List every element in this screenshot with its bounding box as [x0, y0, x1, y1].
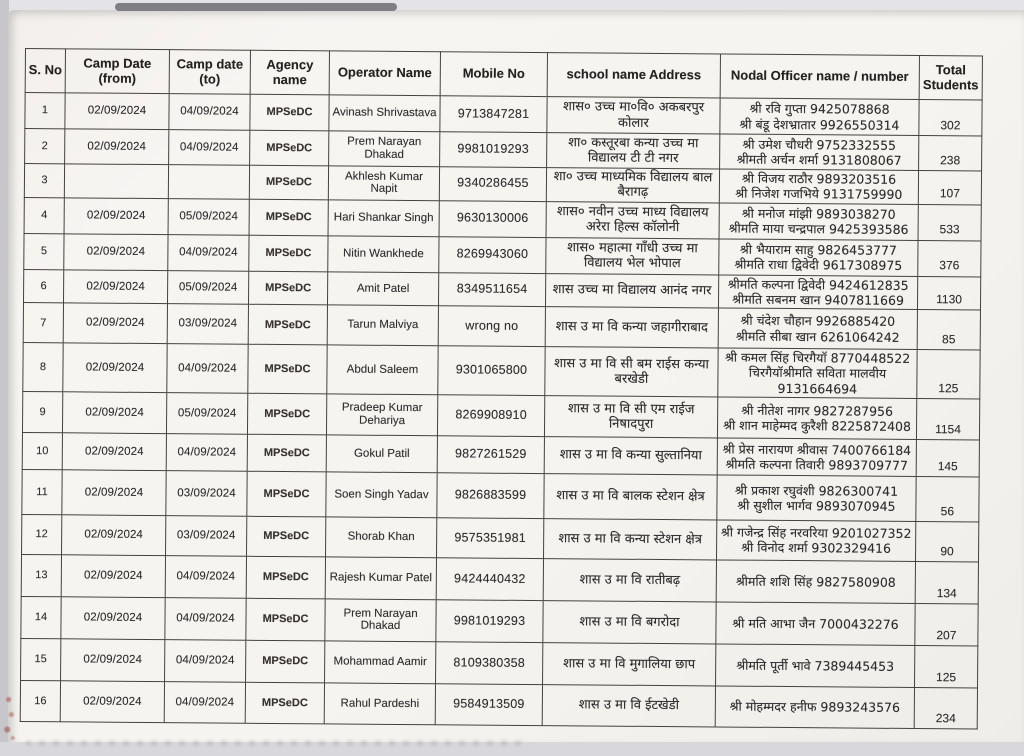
cell-operator-name: Pradeep Kumar Dehariya — [326, 394, 437, 436]
cell-operator-name: Hari Shankar Singh — [328, 200, 439, 237]
cell-camp-date-to: 04/09/2024 — [167, 344, 248, 393]
cell-operator-name: Prem Narayan Dhakad — [325, 599, 436, 642]
cell-camp-date-from — [64, 164, 168, 198]
cell-operator-name: Rahul Pardeshi — [324, 683, 435, 725]
cell-total-students: 134 — [915, 561, 978, 603]
cell-camp-date-to: 03/09/2024 — [166, 471, 247, 517]
cell-camp-date-from: 02/09/2024 — [65, 129, 169, 165]
column-header: Nodal Officer name / number — [720, 54, 919, 100]
cell-serial-number: 16 — [20, 680, 60, 721]
cell-mobile-no: 8269943060 — [439, 236, 546, 273]
cell-camp-date-from: 02/09/2024 — [62, 433, 166, 471]
cell-camp-date-from: 02/09/2024 — [61, 639, 165, 682]
cell-camp-date-to: 03/09/2024 — [167, 304, 248, 345]
cell-agency-name: MPSeDC — [248, 344, 327, 393]
cell-camp-date-to: 05/09/2024 — [166, 393, 247, 435]
cell-camp-date-to: 03/09/2024 — [166, 516, 247, 557]
nodal-officer-line: श्री प्रकाश रघुवंशी 9826300741 — [734, 482, 899, 499]
cell-school-name-address: शास० महात्मा गाँधी उच्च मा विद्यालय भेल भोपाल — [546, 237, 719, 274]
cell-total-students: 207 — [915, 603, 978, 645]
table-row — [23, 343, 980, 399]
cell-serial-number: 14 — [21, 596, 61, 638]
cell-camp-date-to: 05/09/2024 — [168, 198, 249, 235]
nodal-officer-line: श्री मोहम्मदर हनीफ 9893243576 — [729, 698, 901, 716]
cell-camp-date-to: 04/09/2024 — [169, 130, 250, 166]
cell-total-students: 125 — [915, 645, 978, 687]
cell-agency-name: MPSeDC — [247, 434, 326, 472]
cell-camp-date-from: 02/09/2024 — [60, 681, 164, 723]
cell-agency-name: MPSeDC — [249, 165, 328, 199]
cell-total-students: 56 — [916, 476, 979, 521]
cell-camp-date-to — [168, 165, 249, 199]
cell-mobile-no: 9301065800 — [438, 346, 545, 396]
nodal-officer-line: श्री शान माहेम्मद कुरैशी 8225872408 — [723, 417, 912, 434]
cell-camp-date-from: 02/09/2024 — [63, 343, 167, 393]
cell-agency-name: MPSeDC — [249, 235, 328, 272]
cell-total-students: 85 — [917, 310, 980, 350]
nodal-officer-line: श्री नीतेश नागर 9827287956 — [741, 402, 894, 419]
cell-operator-name: Abdul Saleem — [327, 345, 438, 395]
cell-serial-number: 1 — [25, 93, 65, 129]
cell-total-students: 107 — [918, 171, 981, 205]
cell-total-students: 533 — [918, 204, 981, 240]
cell-nodal-officer — [719, 203, 918, 241]
cell-agency-name: MPSeDC — [248, 271, 327, 305]
cell-camp-date-from: 02/09/2024 — [63, 269, 167, 303]
nodal-officer-line: श्री विनोद शर्मा 9302329416 — [741, 540, 892, 557]
cell-nodal-officer — [718, 348, 917, 398]
cell-mobile-no: 9826883599 — [437, 473, 544, 519]
nodal-officer-line: श्री विजय राठौर 9893203516 — [741, 170, 897, 187]
cell-camp-date-to: 04/09/2024 — [165, 640, 246, 683]
cell-mobile-no: 9827261529 — [437, 436, 544, 474]
cell-serial-number: 9 — [22, 391, 62, 432]
cell-mobile-no: 8349511654 — [438, 272, 545, 306]
cell-camp-date-from: 02/09/2024 — [62, 470, 166, 516]
table-row — [22, 469, 979, 522]
cell-operator-name: Soen Singh Yadav — [326, 472, 437, 518]
cell-school-name-address: शास उ मा वि ईटखेडी — [542, 684, 715, 726]
cell-camp-date-from: 02/09/2024 — [65, 93, 169, 130]
cell-camp-date-to: 04/09/2024 — [164, 682, 245, 724]
cell-agency-name: MPSeDC — [247, 516, 326, 557]
cell-serial-number: 6 — [23, 269, 63, 303]
cell-mobile-no: 9630130006 — [439, 200, 546, 237]
table-row — [21, 638, 978, 688]
table-body — [20, 93, 982, 729]
cell-serial-number: 3 — [24, 164, 64, 198]
cell-nodal-officer — [715, 686, 914, 729]
cell-mobile-no: wrong no — [438, 306, 545, 347]
scan-artifact-marks — [3, 692, 17, 742]
cell-agency-name: MPSeDC — [249, 199, 328, 236]
cell-nodal-officer — [717, 520, 916, 562]
table-tilt-wrapper — [20, 48, 983, 729]
column-header: Total Students — [919, 56, 982, 100]
cell-mobile-no: 9981019293 — [436, 600, 543, 643]
nodal-officer-line: श्री भैयाराम साहु 9826453777 — [739, 241, 897, 258]
cell-total-students: 1130 — [917, 276, 980, 310]
cell-school-name-address: शास उ मा वि बगरोदा — [543, 600, 716, 643]
cell-mobile-no: 8269908910 — [437, 395, 544, 437]
cell-camp-date-to: 04/09/2024 — [165, 556, 246, 599]
cell-total-students: 1154 — [916, 398, 979, 439]
nodal-officer-line: श्री बंडू देशभ्रातार 9926550314 — [739, 116, 900, 133]
cell-camp-date-to: 04/09/2024 — [166, 434, 247, 472]
cell-operator-name: Gokul Patil — [326, 435, 437, 473]
cell-mobile-no: 8109380358 — [436, 642, 543, 685]
cell-operator-name: Mohammad Aamir — [325, 641, 436, 684]
cell-school-name-address: शास उ मा वि सी एम राईज निषादपुरा — [544, 395, 717, 437]
cell-school-name-address: शास० नवीन उच्च माध्य विद्यालय अरेरा हिल्स कॉलोनी — [546, 201, 719, 238]
cell-camp-date-from: 02/09/2024 — [63, 303, 167, 344]
cell-nodal-officer — [719, 239, 918, 277]
cell-total-students: 238 — [919, 136, 982, 171]
cell-operator-name: Nitin Wankhede — [328, 236, 439, 273]
cell-school-name-address: शा० उच्च माध्यमिक विद्यालय बाल बैरागढ़ — [546, 168, 719, 203]
cell-serial-number: 7 — [23, 303, 63, 343]
column-header: Mobile No — [440, 52, 547, 97]
nodal-officer-line: श्रीमती अर्चन शर्मा 9131808067 — [736, 151, 902, 168]
cell-agency-name: MPSeDC — [246, 640, 325, 683]
cell-school-name-address: शास उच्च मा विद्यालय आनंद नगर — [545, 273, 718, 308]
column-header: school name Address — [547, 53, 720, 98]
nodal-officer-line: श्रीमति पूर्ती भावे 7389445453 — [736, 657, 895, 674]
cell-camp-date-from: 02/09/2024 — [64, 233, 168, 270]
cell-mobile-no: 9340286455 — [439, 167, 546, 201]
cell-operator-name: Tarun Malviya — [327, 305, 438, 346]
nodal-officer-line: श्री कमल सिंह चिरगैयॉ 8770448522 — [724, 349, 911, 367]
cell-agency-name: MPSeDC — [248, 304, 327, 345]
nodal-officer-line: श्रीमति माया चन्द्रपाल 9425393586 — [728, 220, 909, 238]
cell-agency-name: MPSeDC — [247, 471, 326, 517]
cell-nodal-officer — [717, 475, 916, 522]
cell-serial-number: 10 — [22, 432, 62, 469]
scan-artifact-smudge — [25, 740, 525, 746]
header-row — [25, 49, 982, 101]
cell-nodal-officer — [719, 169, 918, 204]
cell-serial-number: 2 — [25, 129, 65, 164]
nodal-officer-line: श्रीमति कल्पना तिवारी 9893709777 — [725, 456, 909, 473]
cell-camp-date-to: 05/09/2024 — [167, 270, 248, 304]
cell-nodal-officer — [716, 644, 915, 688]
scanned-page — [8, 10, 1024, 744]
cell-school-name-address: शास उ मा वि सी बम राईस कन्या बरखेडी — [545, 347, 718, 397]
cell-school-name-address: शास० उच्च मा०वि० अकबरपुर कोलार — [547, 97, 720, 134]
cell-school-name-address: शास उ मा वि कन्या जहागीराबाद — [545, 307, 718, 348]
cell-nodal-officer — [718, 275, 917, 310]
cell-school-name-address: शास उ मा वि बालक स्टेशन क्षेत्र — [544, 473, 717, 519]
column-header: Agency name — [250, 50, 329, 95]
cell-nodal-officer — [717, 438, 916, 477]
column-header: S. No — [25, 49, 65, 93]
cell-nodal-officer — [718, 308, 917, 350]
cell-camp-date-to: 04/09/2024 — [168, 234, 249, 271]
nodal-officer-line: चिरगैयॉश्रीमति सविता मालवीय 9131664694 — [748, 365, 887, 397]
cell-mobile-no: 9713847281 — [440, 96, 547, 133]
cell-nodal-officer — [720, 134, 919, 171]
cell-school-name-address: शास उ मा वि रातीबढ़ — [543, 558, 716, 601]
cell-serial-number: 5 — [24, 233, 64, 269]
cell-agency-name: MPSeDC — [247, 393, 326, 435]
cell-camp-date-from: 02/09/2024 — [61, 555, 165, 598]
cell-camp-date-to: 04/09/2024 — [169, 94, 250, 131]
cell-school-name-address: शास उ मा वि मुगालिया छाप — [543, 642, 716, 685]
cell-mobile-no: 9981019293 — [440, 132, 547, 168]
cell-operator-name: Akhlesh Kumar Napit — [328, 166, 439, 201]
cell-nodal-officer — [720, 98, 919, 136]
cell-school-name-address: शास उ मा वि कन्या सुल्तानिया — [544, 436, 717, 474]
cell-total-students: 90 — [915, 521, 978, 561]
cell-operator-name: Rajesh Kumar Patel — [325, 557, 436, 600]
nodal-officer-line: श्री सुशील भार्गव 9893070945 — [737, 497, 896, 514]
cell-total-students: 125 — [917, 350, 980, 399]
cell-nodal-officer — [717, 397, 916, 440]
nodal-officer-line: श्री उमेश चौधरी 9752332555 — [742, 136, 897, 153]
nodal-officer-line: श्री मनोज मांझी 9893038270 — [741, 205, 896, 222]
camp-schedule-table — [20, 48, 983, 729]
nodal-officer-line: श्रीमति सीबा खान 6261064242 — [735, 328, 900, 345]
nodal-officer-line: श्री गजेन्द्र सिंह नरवरिया 9201027352 — [720, 524, 912, 542]
cell-camp-date-from: 02/09/2024 — [62, 392, 166, 434]
cell-total-students: 145 — [916, 439, 979, 476]
cell-mobile-no: 9424440432 — [436, 558, 543, 601]
cell-serial-number: 15 — [21, 638, 61, 680]
cell-operator-name: Prem Narayan Dhakad — [329, 131, 440, 167]
cell-serial-number: 12 — [22, 514, 62, 554]
column-header: Operator Name — [329, 51, 440, 96]
table-row — [21, 596, 978, 646]
cell-mobile-no: 9584913509 — [435, 684, 542, 726]
cell-camp-date-from: 02/09/2024 — [62, 515, 166, 556]
table-row — [21, 554, 978, 604]
cell-serial-number: 4 — [24, 197, 64, 233]
cell-serial-number: 11 — [22, 469, 62, 514]
nodal-officer-line: श्रीमति राधा द्विवेदी 9617308975 — [734, 256, 903, 274]
nodal-officer-line: श्रीमति कल्पना द्विवेदी 9424612835 — [727, 276, 909, 293]
cell-school-name-address: शास उ मा वि कन्या स्टेशन क्षेत्र — [544, 518, 717, 559]
table-row — [20, 680, 977, 729]
cell-nodal-officer — [716, 560, 915, 604]
cell-total-students: 376 — [918, 240, 981, 276]
nodal-officer-line: श्रीमति शशि सिंह 9827580908 — [735, 573, 896, 590]
nodal-officer-line: श्री निजेश गजभिये 9131759990 — [735, 185, 903, 203]
cell-operator-name: Amit Patel — [327, 272, 438, 306]
cell-camp-date-from: 02/09/2024 — [61, 597, 165, 640]
cell-agency-name: MPSeDC — [250, 94, 329, 131]
nodal-officer-line: श्री मति आभा जैन 7000432276 — [732, 615, 899, 632]
nodal-officer-line: श्रीमति सबनम खान 9407811669 — [732, 291, 904, 308]
nodal-officer-line: श्री रवि गुप्ता 9425078868 — [749, 100, 890, 118]
cell-serial-number: 13 — [21, 554, 61, 596]
cell-operator-name: Avinash Shrivastava — [329, 95, 440, 132]
scanner-edge-bar — [115, 3, 397, 11]
cell-camp-date-to: 04/09/2024 — [165, 598, 246, 641]
cell-nodal-officer — [716, 602, 915, 646]
cell-serial-number: 8 — [23, 343, 63, 392]
column-header: Camp Date (from) — [65, 49, 169, 94]
nodal-officer-line: श्री चंदेश चौहान 9926885420 — [740, 313, 896, 330]
cell-mobile-no: 9575351981 — [437, 518, 544, 559]
cell-total-students: 302 — [919, 100, 982, 136]
nodal-officer-line: श्री प्रेस नारायण श्रीवास 7400766184 — [722, 441, 912, 458]
cell-school-name-address: शा० कस्तूरबा कन्या उच्च मा विद्यालय टी टी नगर — [547, 133, 720, 169]
cell-agency-name: MPSeDC — [246, 598, 325, 641]
cell-camp-date-from: 02/09/2024 — [64, 197, 168, 234]
cell-operator-name: Shorab Khan — [326, 517, 437, 558]
cell-agency-name: MPSeDC — [246, 556, 325, 599]
cell-agency-name: MPSeDC — [250, 130, 329, 166]
cell-total-students: 234 — [914, 687, 977, 728]
column-header: Camp date (to) — [169, 50, 250, 95]
cell-agency-name: MPSeDC — [245, 682, 324, 724]
